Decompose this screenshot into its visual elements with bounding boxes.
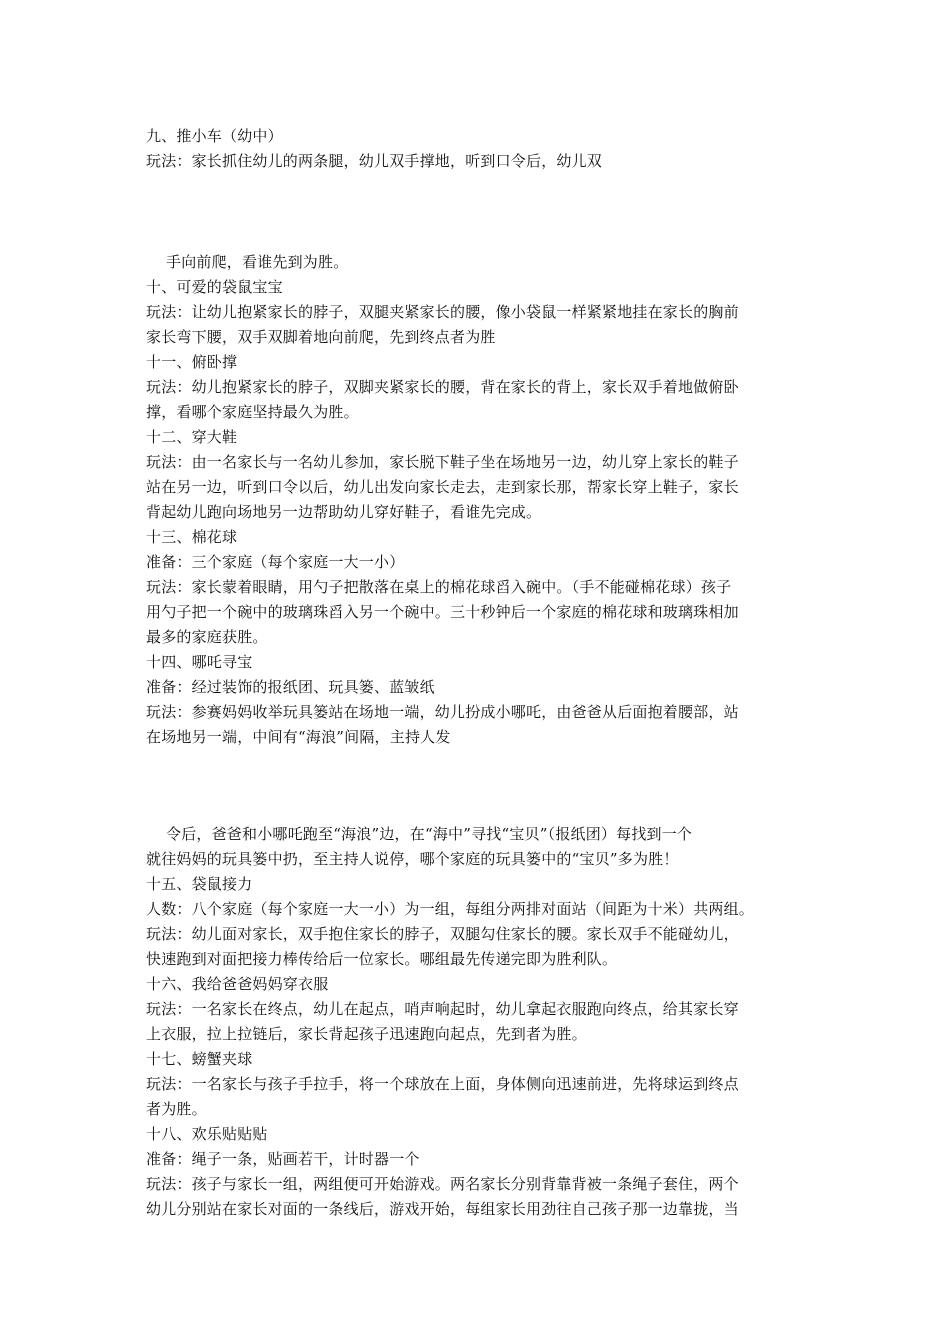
paragraph-line: 幼儿分别站在家长对面的一条线后，游戏开始，每组家长用劲往自己孩子那一边靠拢，当 — [146, 1200, 739, 1218]
section-heading: 十七、螃蟹夹球 — [146, 1050, 253, 1068]
section-heading: 十一、俯卧撑 — [146, 353, 238, 371]
paragraph-line: 准备：三个家庭（每个家庭一大一小） — [146, 553, 405, 571]
text-block-3 — [146, 822, 810, 1222]
paragraph-line: 玩法：由一名家长与一名幼儿参加，家长脱下鞋子坐在场地另一边，幼儿穿上家长的鞋子 — [146, 453, 739, 471]
paragraph-line: 玩法：让幼儿抱紧家长的脖子，双腿夹紧家长的腰，像小袋鼠一样紧紧地挂在家长的胸前 — [146, 303, 739, 321]
paragraph-line: 手向前爬，看谁先到为胜。 — [166, 253, 349, 271]
paragraph-line: 快速跑到对面把接力棒传给后一位家长。哪组最先传递完即为胜利队。 — [146, 950, 618, 968]
paragraph-line: 最多的家庭获胜。 — [146, 628, 268, 646]
paragraph-line: 在场地另一端，中间有“海浪”间隔，主持人发 — [146, 728, 451, 746]
paragraph-line: 玩法：家长抓住幼儿的两条腿，幼儿双手撑地，听到口令后，幼儿双 — [146, 152, 603, 170]
paragraph-line: 家长弯下腰，双手双脚着地向前爬，先到终点者为胜 — [146, 328, 496, 346]
paragraph-line: 上衣服，拉上拉链后，家长背起孩子迅速跑向起点，先到者为胜。 — [146, 1025, 587, 1043]
text-block-1 — [146, 124, 810, 174]
paragraph-line: 玩法：一名家长在终点，幼儿在起点，哨声响起时，幼儿拿起衣服跑向终点，给其家长穿 — [146, 1000, 739, 1018]
paragraph-line: 用勺子把一个碗中的玻璃珠舀入另一个碗中。三十秒钟后一个家庭的棉花球和玻璃珠相加 — [146, 603, 739, 621]
paragraph-line: 准备：经过装饰的报纸团、玩具篓、蓝皱纸 — [146, 678, 435, 696]
section-heading: 十三、棉花球 — [146, 528, 238, 546]
paragraph-line: 背起幼儿跑向场地另一边帮助幼儿穿好鞋子，看谁先完成。 — [146, 503, 542, 521]
paragraph-line: 撑，看哪个家庭坚持最久为胜。 — [146, 403, 359, 421]
paragraph-line: 玩法：孩子与家长一组，两组便可开始游戏。两名家长分别背靠背被一条绳子套住，两个 — [146, 1175, 739, 1193]
paragraph-line: 准备：绳子一条，贴画若干，计时器一个 — [146, 1150, 420, 1168]
section-heading: 十六、我给爸爸妈妈穿衣服 — [146, 975, 329, 993]
paragraph-line: 玩法：一名家长与孩子手拉手，将一个球放在上面，身体侧向迅速前进，先将球运到终点 — [146, 1075, 739, 1093]
section-heading: 九、推小车（幼中） — [146, 127, 283, 145]
section-heading: 十四、哪吒寻宝 — [146, 653, 253, 671]
section-heading: 十、可爱的袋鼠宝宝 — [146, 278, 283, 296]
section-heading: 十二、穿大鞋 — [146, 428, 238, 446]
paragraph-line: 玩法：家长蒙着眼睛，用勺子把散落在桌上的棉花球舀入碗中。（手不能碰棉花球）孩子 — [146, 578, 732, 596]
paragraph-line: 者为胜。 — [146, 1100, 207, 1118]
paragraph-line: 令后，爸爸和小哪吒跑至“海浪”边，在“海中”寻找“宝贝”（报纸团）每找到一个 — [166, 825, 693, 843]
paragraph-line: 人数：八个家庭（每个家庭一大一小）为一组，每组分两排对面站（间距为十米）共两组。 — [146, 900, 755, 918]
paragraph-line: 玩法：幼儿面对家长，双手抱住家长的脖子，双腿勾住家长的腰。家长双手不能碰幼儿， — [146, 925, 739, 943]
text-block-2 — [146, 250, 810, 750]
paragraph-line: 站在另一边，听到口令以后，幼儿出发向家长走去，走到家长那，帮家长穿上鞋子，家长 — [146, 478, 739, 496]
section-heading: 十八、欢乐贴贴贴 — [146, 1125, 268, 1143]
paragraph-line: 就往妈妈的玩具篓中扔，至主持人说停，哪个家庭的玩具篓中的“宝贝”多为胜！ — [146, 850, 679, 868]
section-heading: 十五、袋鼠接力 — [146, 875, 253, 893]
paragraph-line: 玩法：参赛妈妈收举玩具篓站在场地一端，幼儿扮成小哪吒，由爸爸从后面抱着腰部，站 — [146, 703, 739, 721]
paragraph-line: 玩法：幼儿抱紧家长的脖子，双脚夹紧家长的腰，背在家长的背上，家长双手着地做俯卧 — [146, 378, 739, 396]
